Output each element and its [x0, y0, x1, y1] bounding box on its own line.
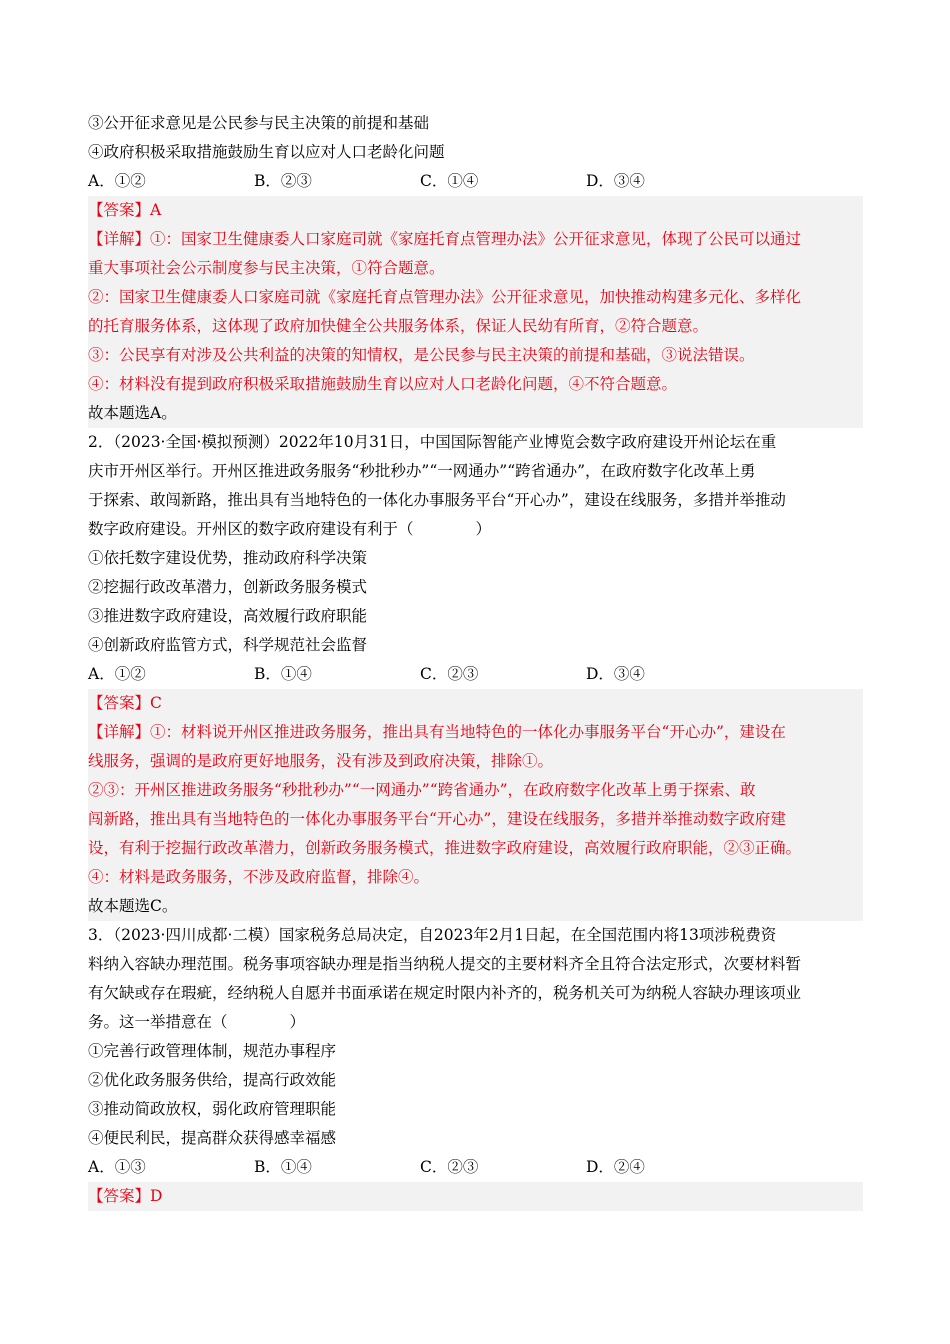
q1-option-d: D．③④: [586, 172, 645, 190]
q2-item-3: ③推进数字政府建设，高效履行政府职能: [88, 607, 368, 625]
q2-detail-line: 设，有利于挖掘行政改革潜力，创新政务服务模式，推进数字政府建设，高效履行政府职能，②③正确。: [88, 839, 802, 857]
q3-option-c: C．②③: [420, 1158, 479, 1176]
q1-detail-line: ③：公民享有对涉及公共利益的决策的知情权，是公民参与民主决策的前提和基础，③说法错误。: [88, 346, 755, 364]
q3-options: [88, 1153, 863, 1182]
q3-answer-label: 【答案】: [88, 1187, 151, 1205]
q2-stem-line: 于探索、敢闯新路，推出具有当地特色的一体化办事服务平台“开心办”，建设在线服务，多措并举推动: [88, 491, 786, 509]
q1-item-3: ③公开征求意见是公民参与民主决策的前提和基础: [88, 114, 430, 132]
q2-detail-label: 【详解】: [88, 723, 151, 741]
q2-solution-block: [88, 689, 863, 921]
q3-option-b: B．①④: [254, 1158, 312, 1176]
q3-item-3: ③推动简政放权，弱化政府管理职能: [88, 1100, 337, 1118]
q1-answer-value: A: [150, 201, 162, 219]
q3-solution-block: [88, 1182, 863, 1211]
q2-stem-line: 庆市开州区举行。开州区推进政务服务“秒批秒办”“一网通办”“跨省通办”，在政府数字化改革上勇: [88, 462, 756, 480]
q3-answer: [88, 1182, 863, 1211]
q1-conclusion: 故本题选A。: [88, 404, 177, 422]
q2-item-1: ①依托数字建设优势，推动政府科学决策: [88, 549, 368, 567]
q2-detail-line: 闯新路，推出具有当地特色的一体化办事服务平台“开心办”，建设在线服务，多措并举推动数字政府建: [88, 810, 786, 828]
q3-item-4: ④便民利民，提高群众获得感幸福感: [88, 1129, 337, 1147]
q3-stem-line: 3．（2023·四川成都·二模）国家税务总局决定，自2023年2月1日起，在全国范围内将13项涉税费资: [88, 926, 777, 944]
q3-stem-line: 料纳入容缺办理范围。税务事项容缺办理是指当纳税人提交的主要材料齐全且符合法定形式，次要材料暂: [88, 955, 802, 973]
q2-detail-line: 线服务，强调的是政府更好地服务，没有涉及到政府决策，排除①。: [88, 752, 554, 770]
q3-option-d: D．②④: [586, 1158, 645, 1176]
q1-detail-line: 重大事项社会公示制度参与民主决策，①符合题意。: [88, 259, 445, 277]
q1-detail-line: ④：材料没有提到政府积极采取措施鼓励生育以应对人口老龄化问题，④不符合题意。: [88, 375, 678, 393]
q3-answer-value: D: [150, 1187, 163, 1205]
q2-conclusion: 故本题选C。: [88, 897, 178, 915]
q3-item-2: ②优化政务服务供给，提高行政效能: [88, 1071, 337, 1089]
q2-option-c: C．②③: [420, 665, 479, 683]
q3-item-1: ①完善行政管理体制，规范办事程序: [88, 1042, 337, 1060]
q1-option-c: C．①④: [420, 172, 479, 190]
q2-detail-line: ②③：开州区推进政务服务“秒批秒办”“一网通办”“跨省通办”，在政府数字化改革上勇于探索、敢: [88, 781, 756, 799]
q2-answer-label: 【答案】: [88, 694, 151, 712]
q2-stem-line: 数字政府建设。开州区的数字政府建设有利于（ ）: [88, 520, 492, 538]
q1-solution-block: [88, 196, 863, 428]
q1-detail-line: 的托育服务体系，这体现了政府加快健全公共服务体系，保证人民幼有所育，②符合题意。: [88, 317, 709, 335]
q2-item-2: ②挖掘行政改革潜力，创新政务服务模式: [88, 578, 368, 596]
q1-detail-line: ②：国家卫生健康委人口家庭司就《家庭托育点管理办法》公开征求意见，加快推动构建多元化、多样化: [88, 288, 802, 306]
q1-detail-label: 【详解】: [88, 230, 151, 248]
q2-answer-value: C: [150, 694, 162, 712]
q2-detail-line: ④：材料是政务服务，不涉及政府监督，排除④。: [88, 868, 430, 886]
q2-option-a: A．①②: [88, 665, 146, 683]
q2-detail-text: ①：材料说开州区推进政务服务，推出具有当地特色的一体化办事服务平台“开心办”，建设在: [150, 723, 786, 741]
q3-option-a: A．①③: [88, 1158, 146, 1176]
q2-options: [88, 660, 863, 689]
q1-options: [88, 167, 863, 196]
q2-option-b: B．①④: [254, 665, 312, 683]
q3-stem-line: 务。这一举措意在（ ）: [88, 1013, 306, 1031]
q1-item-4: ④政府积极采取措施鼓励生育以应对人口老龄化问题: [88, 143, 445, 161]
q2-item-4: ④创新政府监管方式，科学规范社会监督: [88, 636, 368, 654]
page-content: [88, 109, 863, 1211]
q2-option-d: D．③④: [586, 665, 645, 683]
q2-answer: [88, 689, 863, 718]
q2-stem-line: 2．（2023·全国·模拟预测）2022年10月31日，中国国际智能产业博览会数字政府建设开州论坛在重: [88, 433, 777, 451]
q1-detail-line: [88, 225, 863, 254]
q1-option-b: B．②③: [254, 172, 312, 190]
q3-stem-line: 有欠缺或存在瑕疵，经纳税人自愿并书面承诺在规定时限内补齐的，税务机关可为纳税人容缺办理该项业: [88, 984, 802, 1002]
q2-detail-line: [88, 718, 863, 747]
q1-answer: [88, 196, 863, 225]
q1-answer-label: 【答案】: [88, 201, 151, 219]
q1-detail-text: ①：国家卫生健康委人口家庭司就《家庭托育点管理办法》公开征求意见，体现了公民可以通过: [150, 230, 802, 248]
q1-option-a: A．①②: [88, 172, 146, 190]
